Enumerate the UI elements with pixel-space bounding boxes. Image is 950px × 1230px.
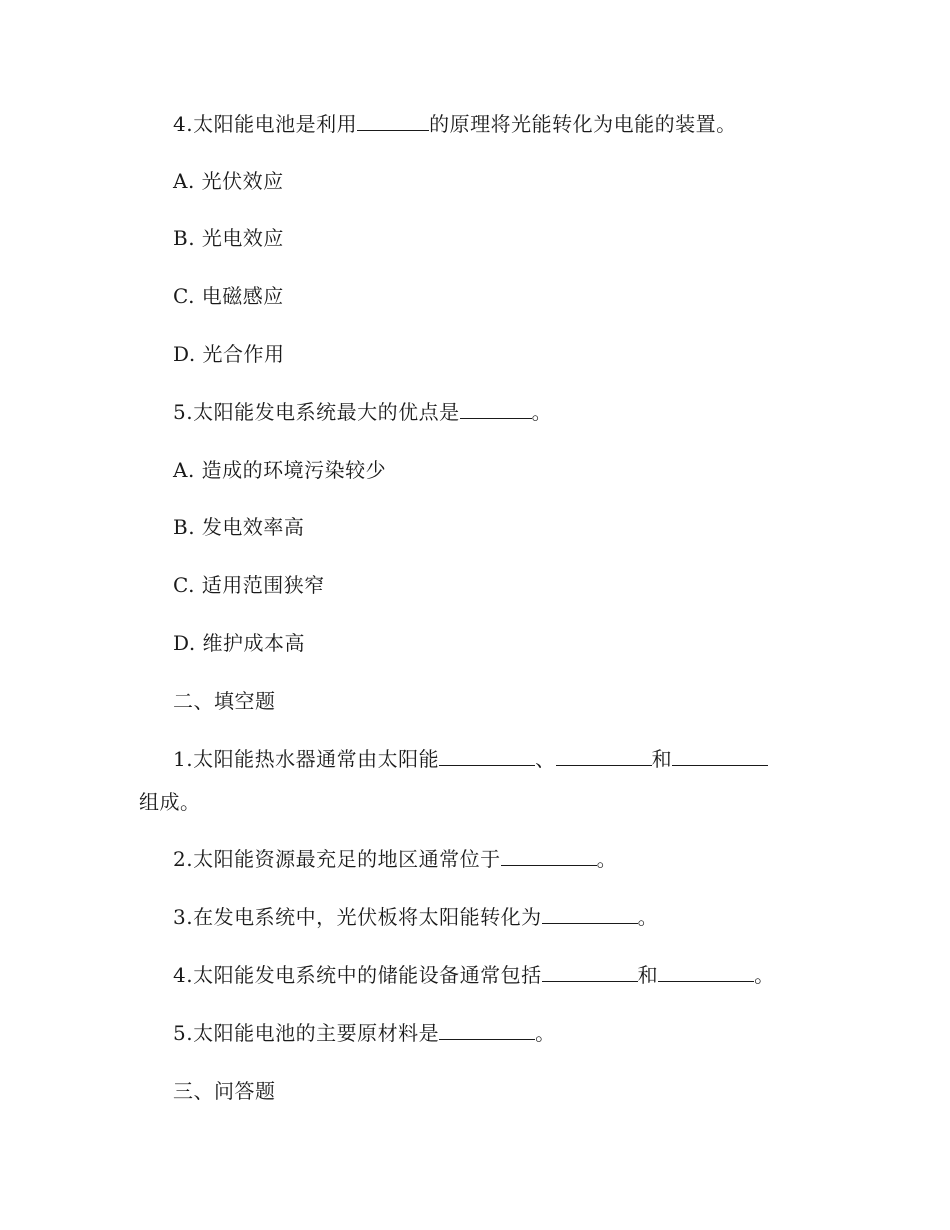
question-4-option-c: C. 电磁感应 [173, 284, 284, 308]
question-5-text-before: 5.太阳能发电系统最大的优点是 [173, 400, 460, 424]
fill-question-4-text-mid: 和 [637, 963, 659, 987]
answer-blank [439, 745, 535, 766]
fill-question-5-text-after: 。 [535, 1021, 556, 1045]
fill-question-4 [173, 961, 775, 989]
answer-blank [542, 961, 638, 982]
fill-question-3 [173, 903, 658, 931]
section-heading-fill-in: 二、填空题 [173, 689, 276, 713]
fill-question-1-part3: 和 [651, 747, 673, 771]
question-5-option-c: C. 适用范围狭窄 [173, 573, 325, 597]
question-5-option-a: A. 造成的环境污染较少 [173, 458, 387, 482]
fill-question-1-continuation: 组成。 [139, 790, 201, 814]
fill-question-1-part2: 、 [535, 747, 556, 771]
answer-blank [556, 745, 652, 766]
question-5 [173, 398, 552, 426]
answer-blank [501, 845, 597, 866]
section-heading-qa: 三、问答题 [173, 1079, 276, 1103]
fill-question-3-text-after: 。 [637, 905, 659, 929]
fill-question-4-text-after: 。 [754, 963, 775, 987]
question-5-text-after: 。 [531, 400, 553, 424]
question-5-option-b: B. 发电效率高 [173, 515, 305, 539]
question-4-option-d: D. 光合作用 [173, 342, 285, 366]
question-4-text-after: 的原理将光能转化为电能的装置。 [429, 112, 737, 136]
fill-question-3-text-before: 3.在发电系统中，光伏板将太阳能转化为 [173, 905, 542, 929]
question-4 [173, 110, 737, 138]
answer-blank [658, 961, 754, 982]
question-4-option-a: A. 光伏效应 [173, 169, 284, 193]
answer-blank [672, 745, 768, 766]
answer-blank [357, 110, 429, 131]
fill-question-2-text-after: 。 [596, 847, 618, 871]
answer-blank [439, 1019, 535, 1040]
answer-blank [542, 903, 638, 924]
question-4-text-before: 4.太阳能电池是利用 [173, 112, 358, 136]
fill-question-2 [173, 845, 617, 873]
fill-question-1-part1: 1.太阳能热水器通常由太阳能 [173, 747, 440, 771]
question-4-option-b: B. 光电效应 [173, 226, 284, 250]
answer-blank [460, 398, 532, 419]
fill-question-1 [173, 745, 768, 773]
question-5-option-d: D. 维护成本高 [173, 631, 306, 655]
fill-question-5 [173, 1019, 556, 1047]
fill-question-2-text-before: 2.太阳能资源最充足的地区通常位于 [173, 847, 501, 871]
fill-question-5-text-before: 5.太阳能电池的主要原材料是 [173, 1021, 440, 1045]
fill-question-4-text-before: 4.太阳能发电系统中的储能设备通常包括 [173, 963, 542, 987]
